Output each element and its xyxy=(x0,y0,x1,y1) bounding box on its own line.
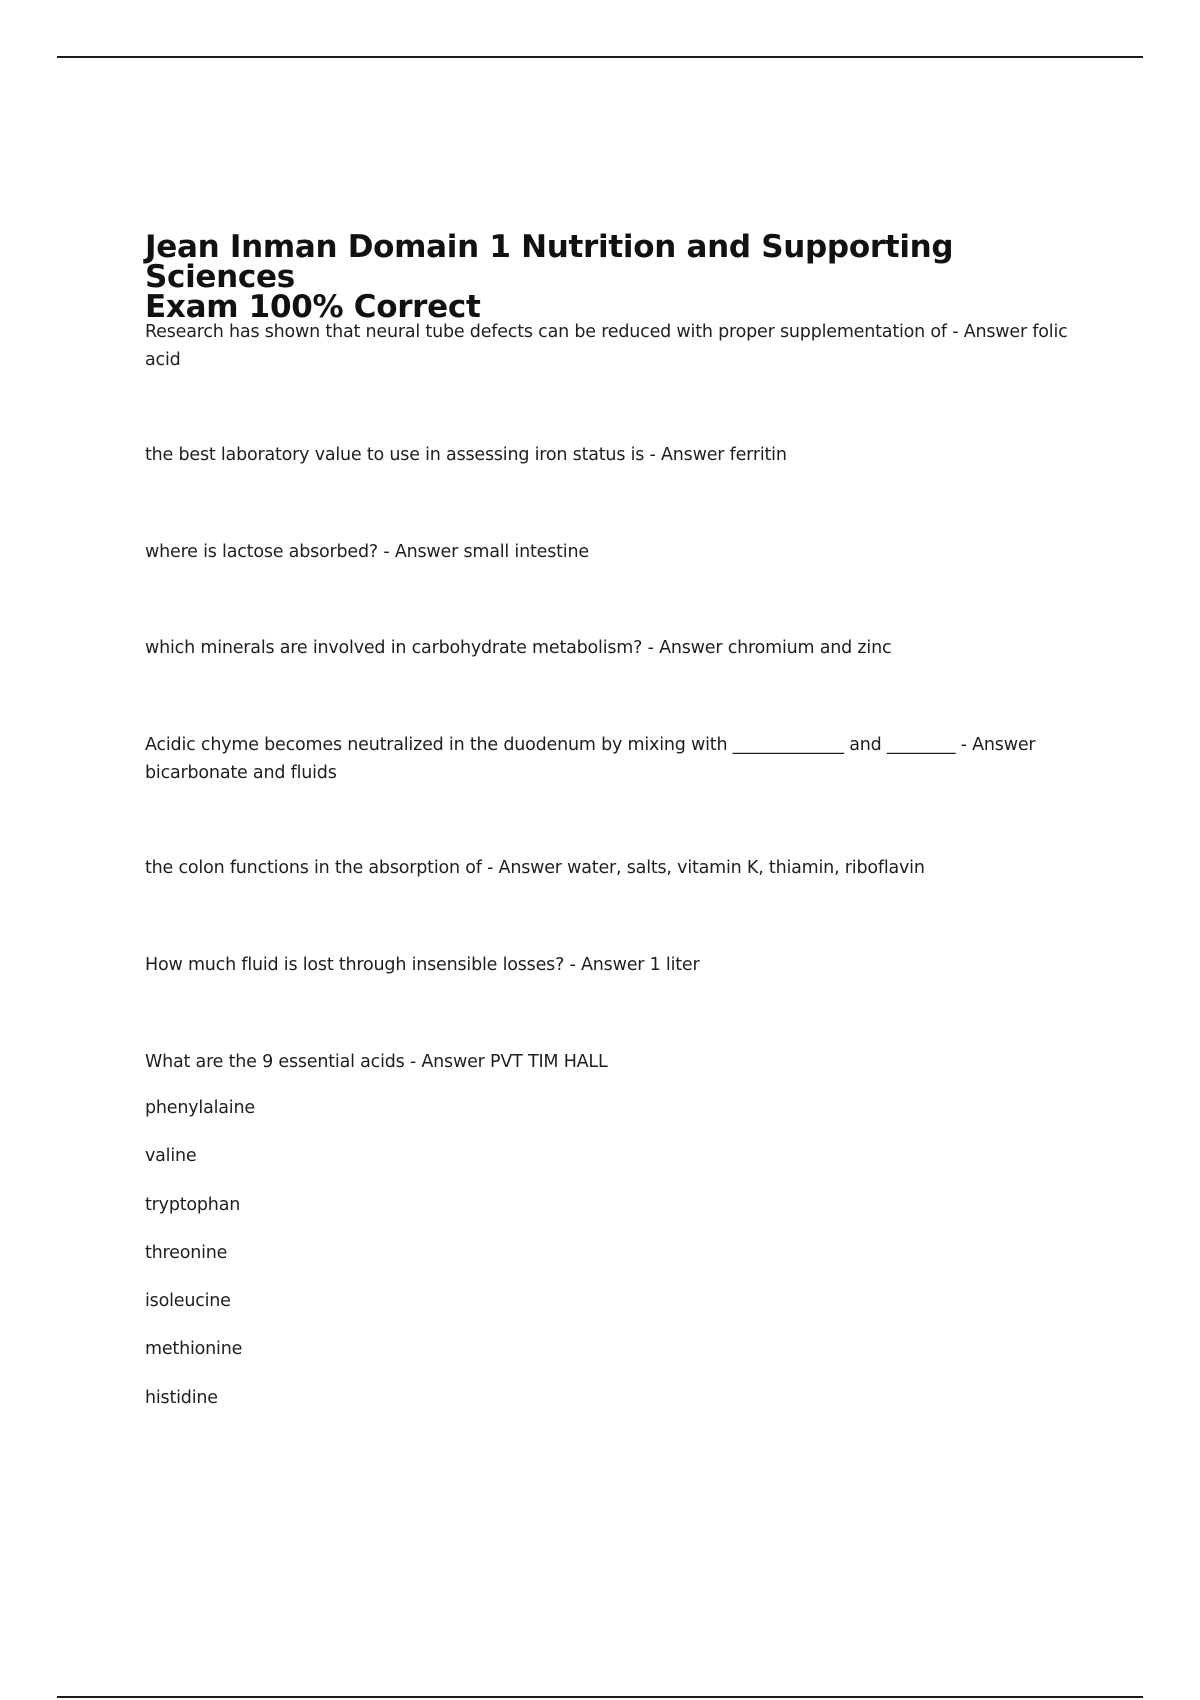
list-item: threonine xyxy=(145,1242,228,1263)
question-answer-1: Research has shown that neural tube defects can be reduced with proper supplementation of - Answer folic acid xyxy=(145,322,1068,370)
question-answer-4: which minerals are involved in carbohydrate metabolism? - Answer chromium and zinc xyxy=(145,638,892,658)
document-body xyxy=(145,229,1095,1408)
footer-rule xyxy=(57,1696,1143,1698)
document-title xyxy=(145,229,1095,325)
amino-acid-list xyxy=(145,1094,255,1432)
title-line-1: Jean Inman Domain 1 Nutrition and Supporting Sciences xyxy=(145,229,954,295)
question-answer-6: the colon functions in the absorption of - Answer water, salts, vitamin K, thiamin, riboflavin xyxy=(145,858,925,878)
list-item: tryptophan xyxy=(145,1194,241,1215)
title-line-2: Exam 100% Correct xyxy=(145,289,481,325)
question-answer-8: What are the 9 essential acids - Answer PVT TIM HALL xyxy=(145,1052,608,1072)
question-answer-3: where is lactose absorbed? - Answer small intestine xyxy=(145,542,589,562)
list-item: histidine xyxy=(145,1387,218,1408)
list-item: valine xyxy=(145,1146,197,1167)
list-item: isoleucine xyxy=(145,1291,231,1312)
question-answer-2: the best laboratory value to use in assessing iron status is - Answer ferritin xyxy=(145,445,787,465)
question-answer-7: How much fluid is lost through insensible losses? - Answer 1 liter xyxy=(145,955,700,975)
header-rule xyxy=(57,56,1143,58)
question-answer-5: Acidic chyme becomes neutralized in the duodenum by mixing with _____________ and ________ - Answer bicarbonate and fluids xyxy=(145,735,1036,783)
list-item: methionine xyxy=(145,1339,243,1360)
list-item: phenylalaine xyxy=(145,1098,255,1118)
